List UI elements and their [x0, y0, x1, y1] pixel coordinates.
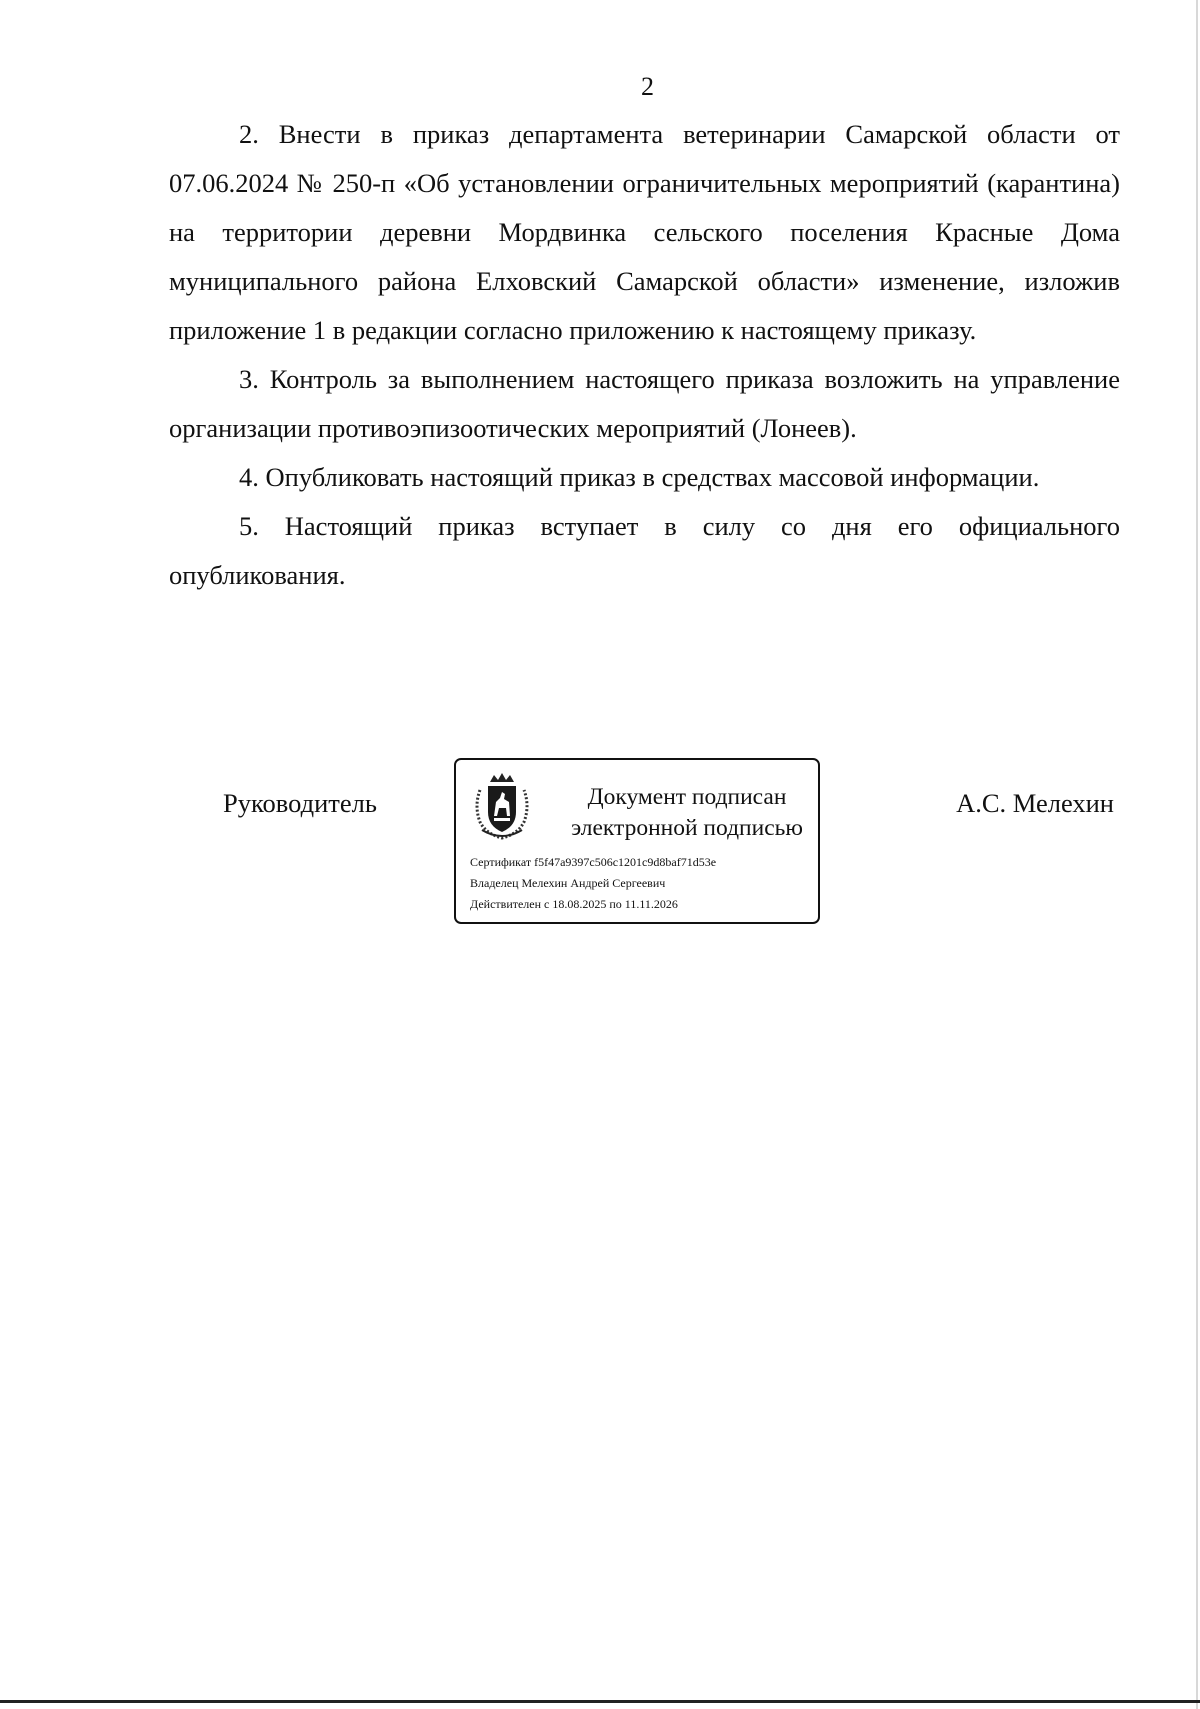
samara-coat-of-arms-icon: [472, 772, 532, 840]
stamp-heading: [568, 782, 806, 844]
signatory-title: Руководитель: [223, 788, 377, 818]
certificate-number: Сертификат f5f47a9397c506c1201c9d8baf71d53e: [470, 855, 717, 869]
electronic-signature-stamp: [454, 758, 820, 924]
stamp-details: [470, 852, 815, 915]
page-edge-line: [1196, 0, 1198, 1709]
page-bottom-rule: [0, 1700, 1200, 1703]
paragraph-item-4: 4. Опубликовать настоящий приказ в средствах массовой информации.: [239, 462, 1040, 492]
document-body: [169, 110, 1120, 600]
stamp-heading-line-1: Документ подписан: [587, 784, 787, 810]
signatory-name: А.С. Мелехин: [956, 788, 1114, 818]
certificate-owner: Владелец Мелехин Андрей Сергеевич: [470, 876, 666, 890]
page-number: 2: [641, 72, 654, 101]
paragraph-item-3: 3. Контроль за выполнением настоящего приказа возложить на управление организации противоэпизоотических мероприятий (Лонеев).: [169, 364, 1120, 443]
certificate-validity: Действителен с 18.08.2025 по 11.11.2026: [470, 897, 678, 911]
paragraph-item-2: 2. Внести в приказ департамента ветеринарии Самарской области от 07.06.2024 № 250-п «Об установлении ограничительных мероприятий (карантина) на территории деревни Мордвинка сельского поселения Красные Дома муниципального района Елховский Самарской области» изменение, изложив приложение 1 в редакции согласно приложению к настоящему приказу.: [169, 119, 1120, 345]
stamp-heading-line-2: электронной подписью: [571, 815, 803, 841]
signature-block: [0, 758, 1200, 928]
paragraph-item-5: 5. Настоящий приказ вступает в силу со дня его официального опубликования.: [169, 511, 1120, 590]
